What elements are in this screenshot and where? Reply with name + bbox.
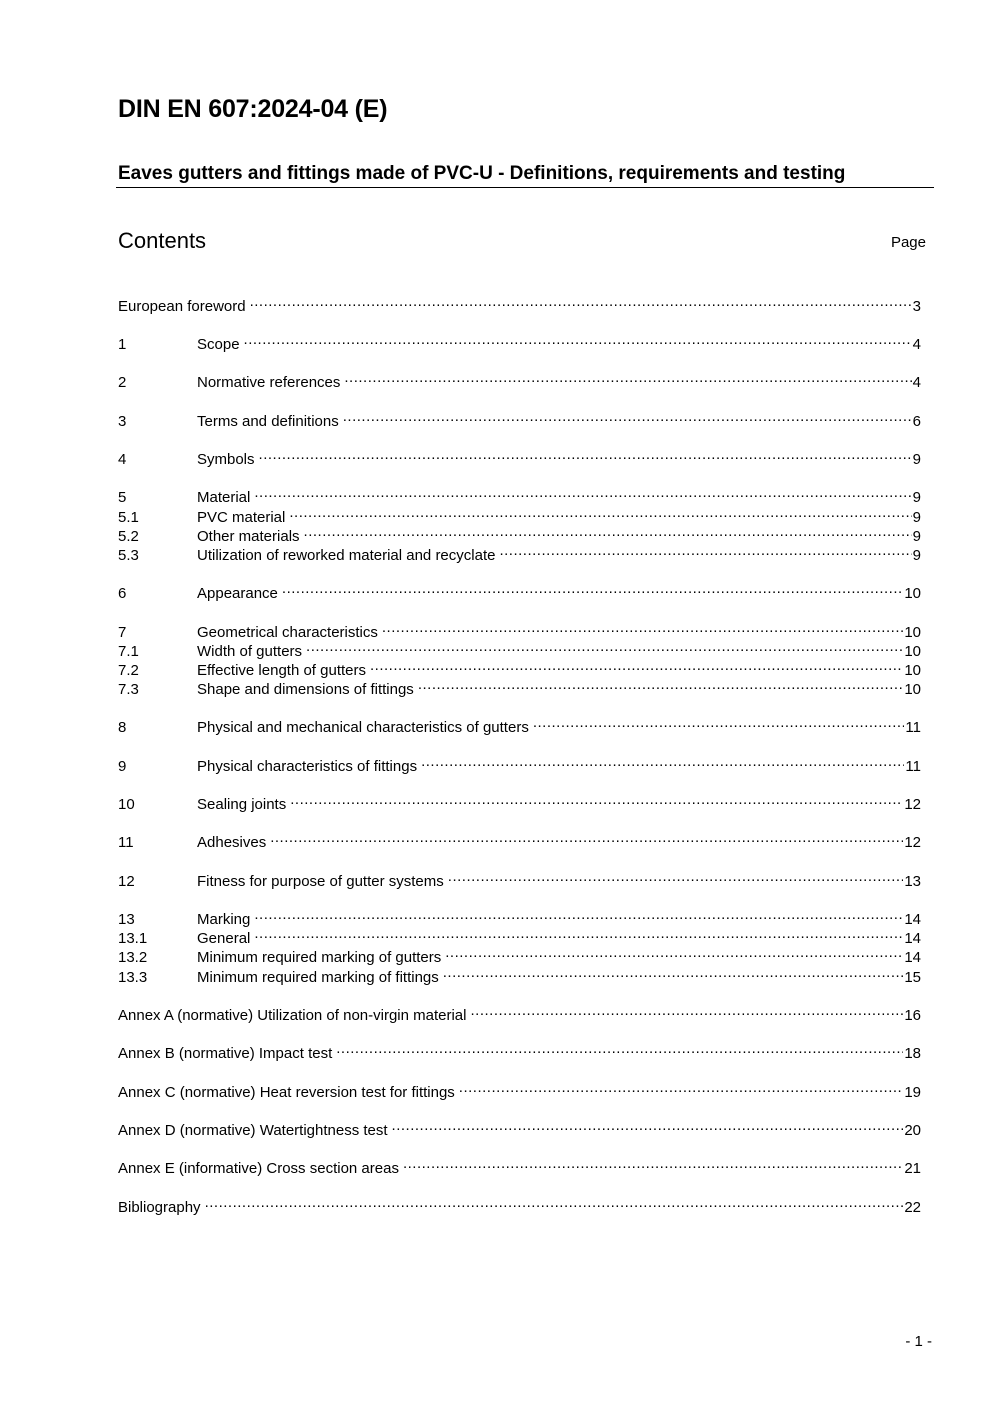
toc-entry-title: Material [197,489,251,506]
document-title: DIN EN 607:2024-04 (E) [118,95,388,123]
toc-entry-page: 9 [912,528,921,545]
toc-entry-page: 10 [904,681,921,698]
toc-entry-page: 11 [905,758,921,775]
toc-entry-number: 6 [118,585,127,602]
toc-leader-dots [443,963,904,982]
page-number: - 1 - [905,1333,932,1350]
title-underline [116,187,934,188]
toc-leader-dots [370,656,903,675]
toc-entry-number: 5.3 [118,547,139,564]
toc-entry[interactable] [118,541,921,564]
toc-entry[interactable] [118,637,921,660]
toc-leader-dots [392,1116,904,1135]
toc-entry[interactable] [118,656,921,679]
toc-leader-dots [306,637,903,656]
toc-entry[interactable] [118,1193,921,1216]
toc-entry-number: 2 [118,374,127,391]
toc-entry-number: 10 [118,796,135,813]
toc-entry-number: 5.2 [118,528,139,545]
toc-entry-page: 14 [904,930,921,947]
toc-leader-dots [282,579,903,598]
toc-entry-page: 10 [904,585,921,602]
toc-entry-page: 21 [904,1160,921,1177]
toc-entry-page: 19 [904,1084,921,1101]
toc-entry[interactable] [118,1078,921,1101]
toc-entry-title: Other materials [197,528,300,545]
toc-entry-title: European foreword [118,298,246,315]
toc-entry[interactable] [118,503,921,526]
toc-leader-dots [403,1154,903,1173]
toc-entry-page: 20 [904,1122,921,1139]
toc-leader-dots [343,407,912,426]
toc-entry-number: 13 [118,911,135,928]
toc-entry-number: 8 [118,719,127,736]
toc-entry[interactable] [118,675,921,698]
toc-entry-page: 9 [912,509,921,526]
toc-leader-dots [533,713,905,732]
toc-entry-number: 7.3 [118,681,139,698]
toc-entry-number: 13.2 [118,949,148,966]
toc-entry-title: Shape and dimensions of fittings [197,681,414,698]
toc-entry-title: Minimum required marking of gutters [197,949,442,966]
toc-entry-page: 13 [904,873,921,890]
toc-entry-number: 13.3 [118,969,148,986]
toc-entry-page: 4 [912,374,921,391]
toc-leader-dots [499,541,911,560]
toc-entry[interactable] [118,522,921,545]
toc-entry[interactable] [118,867,921,890]
toc-entry-page: 10 [904,662,921,679]
toc-entry-number: 1 [118,336,127,353]
toc-entry-number: 5.1 [118,509,139,526]
toc-entry[interactable] [118,618,921,641]
toc-leader-dots [448,867,904,886]
toc-entry-page: 11 [905,719,921,736]
toc-entry-page: 15 [904,969,921,986]
toc-entry-page: 18 [904,1045,921,1062]
toc-entry[interactable] [118,292,921,315]
toc-leader-dots [382,618,903,637]
toc-entry-number: 4 [118,451,127,468]
toc-entry-title: Marking [197,911,251,928]
toc-entry-page: 6 [912,413,921,430]
toc-entry-title: Width of gutters [197,643,303,660]
toc-entry-title: Annex D (normative) Watertightness test [118,1122,388,1139]
toc-entry-page: 3 [912,298,921,315]
toc-entry-page: 9 [912,451,921,468]
toc-entry-title: Terms and definitions [197,413,339,430]
toc-entry-title: Sealing joints [197,796,287,813]
toc-entry-page: 12 [904,834,921,851]
toc-entry[interactable] [118,330,921,353]
toc-leader-dots [421,752,904,771]
toc-entry-page: 4 [912,336,921,353]
page-column-heading: Page [890,234,926,251]
toc-leader-dots [471,1001,904,1020]
toc-entry-title: Annex E (informative) Cross section areas [118,1160,399,1177]
toc-leader-dots [445,943,903,962]
toc-entry-page: 9 [912,489,921,506]
toc-leader-dots [244,330,912,349]
toc-entry-number: 7 [118,624,127,641]
toc-leader-dots [289,503,911,522]
toc-entry[interactable] [118,368,921,391]
toc-entry[interactable] [118,790,921,813]
toc-leader-dots [304,522,912,541]
toc-leader-dots [205,1193,904,1212]
toc-entry[interactable] [118,943,921,966]
toc-entry[interactable] [118,905,921,928]
toc-entry-title: Minimum required marking of fittings [197,969,439,986]
toc-entry-number: 11 [118,834,134,851]
toc-entry[interactable] [118,483,921,506]
toc-entry[interactable] [118,713,921,736]
toc-entry-title: Appearance [197,585,278,602]
toc-entry-number: 9 [118,758,127,775]
toc-leader-dots [270,828,903,847]
document-subtitle: Eaves gutters and fittings made of PVC-U - Definitions, requirements and testing [118,163,846,184]
toc-entry-title: PVC material [197,509,286,526]
toc-entry[interactable] [118,963,921,986]
toc-entry-title: Utilization of reworked material and recyclate [197,547,496,564]
toc-entry-page: 10 [904,624,921,641]
toc-leader-dots [259,445,912,464]
toc-entry[interactable] [118,1154,921,1177]
toc-entry-title: Physical characteristics of fittings [197,758,418,775]
toc-entry-title: Geometrical characteristics [197,624,378,641]
toc-entry-page: 10 [904,643,921,660]
toc-entry-title: Bibliography [118,1199,201,1216]
toc-leader-dots [250,292,912,311]
toc-entry[interactable] [118,1116,921,1139]
toc-entry-page: 14 [904,949,921,966]
toc-entry[interactable] [118,752,921,775]
toc-leader-dots [418,675,904,694]
toc-leader-dots [344,368,911,387]
toc-leader-dots [459,1078,904,1097]
toc-entry-page: 14 [904,911,921,928]
toc-entry-title: Effective length of gutters [197,662,366,679]
contents-heading: Contents [118,228,207,253]
toc-entry[interactable] [118,407,921,430]
toc-entry-title: General [197,930,251,947]
toc-entry[interactable] [118,924,921,947]
toc-entry-page: 12 [904,796,921,813]
toc-entry-number: 7.1 [118,643,139,660]
toc-entry-title: Normative references [197,374,341,391]
toc-leader-dots [254,483,911,502]
toc-entry-title: Annex B (normative) Impact test [118,1045,333,1062]
toc-entry-number: 7.2 [118,662,139,679]
toc-entry-title: Annex C (normative) Heat reversion test for fittings [118,1084,455,1101]
toc-leader-dots [254,905,903,924]
toc-entry-title: Adhesives [197,834,267,851]
toc-entry-title: Symbols [197,451,255,468]
toc-entry-number: 12 [118,873,135,890]
toc-entry-number: 13.1 [118,930,148,947]
toc-entry[interactable] [118,828,921,851]
toc-entry-title: Fitness for purpose of gutter systems [197,873,444,890]
toc-leader-dots [254,924,903,943]
toc-entry-title: Physical and mechanical characteristics of gutters [197,719,529,736]
toc-entry-number: 5 [118,489,127,506]
toc-entry[interactable] [118,445,921,468]
toc-entry-page: 9 [912,547,921,564]
toc-leader-dots [290,790,903,809]
toc-entry[interactable] [118,1039,921,1062]
toc-entry[interactable] [118,1001,921,1024]
toc-entry-number: 3 [118,413,127,430]
toc-entry[interactable] [118,579,921,602]
toc-entry-title: Scope [197,336,240,353]
toc-leader-dots [336,1039,903,1058]
toc-entry-title: Annex A (normative) Utilization of non-virgin material [118,1007,467,1024]
toc-entry-page: 16 [904,1007,921,1024]
toc-entry-page: 22 [904,1199,921,1216]
